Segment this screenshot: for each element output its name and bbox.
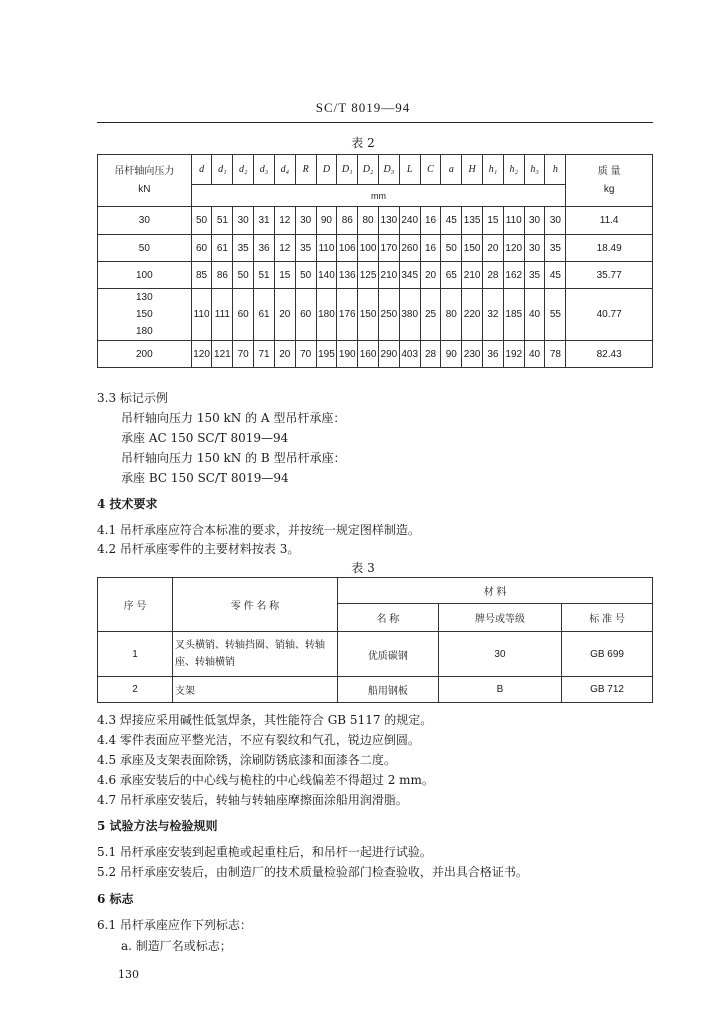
t3-cell-std: GB 699	[562, 632, 653, 677]
page-number: 130	[118, 968, 139, 981]
t2-cell: 40	[524, 341, 545, 368]
t2-cell: 345	[399, 262, 420, 289]
t2-cell: 60	[191, 235, 212, 262]
t2-cell: 86	[337, 207, 358, 235]
t2-cell: 71	[254, 341, 275, 368]
p45: 4.5 承座及支架表面除锈，涂刷防锈底漆和面漆各二度。	[97, 753, 396, 767]
t2-cell: 140	[316, 262, 337, 289]
t2-cell: 121	[212, 341, 233, 368]
t2-head-force	[98, 155, 192, 207]
t2-head-col: R	[295, 155, 316, 185]
t2-cell: 20	[274, 341, 295, 368]
t2-cell: 50	[441, 235, 462, 262]
t2-cell: 90	[316, 207, 337, 235]
t2-force-value: 150	[135, 309, 153, 320]
t2-cell: 50	[295, 262, 316, 289]
t2-cell: 210	[378, 262, 399, 289]
t2-cell-force	[98, 207, 192, 235]
t2-cell: 45	[441, 207, 462, 235]
t2-cell: 110	[316, 235, 337, 262]
t2-force-value: 30	[138, 215, 150, 226]
t2-cell: 100	[358, 235, 379, 262]
t3-head-part: 零 件 名 称	[173, 578, 338, 632]
t3-cell-std: GB 712	[562, 677, 653, 703]
t2-cell: 60	[295, 289, 316, 341]
t2-cell: 30	[545, 207, 566, 235]
t2-cell: 240	[399, 207, 420, 235]
t2-cell: 125	[358, 262, 379, 289]
t3-cell-name: 优质碳钢	[338, 632, 439, 677]
t3-row	[98, 632, 653, 677]
t2-cell: 70	[233, 341, 254, 368]
t2-cell: 78	[545, 341, 566, 368]
t2-cell: 180	[316, 289, 337, 341]
t2-cell: 120	[191, 341, 212, 368]
t2-cell: 32	[483, 289, 504, 341]
t2-head-mass-line: kg	[603, 183, 615, 195]
t2-cell: 120	[503, 235, 524, 262]
t2-cell-force	[98, 289, 192, 341]
t2-cell: 195	[316, 341, 337, 368]
t2-cell: 25	[420, 289, 441, 341]
t2-cell-mass: 35.77	[566, 262, 653, 289]
t2-head-col: L	[399, 155, 420, 185]
t3-cell-name: 船用钢板	[338, 677, 439, 703]
s4-title: 4 技术要求	[97, 497, 158, 511]
t2-force-value: 50	[138, 242, 150, 254]
t2-unit: mm	[191, 185, 566, 207]
t2-cell: 35	[545, 235, 566, 262]
s33-line-3: 吊杆轴向压力 150 kN 的 B 型吊杆承座：	[121, 451, 346, 465]
t2-cell: 65	[441, 262, 462, 289]
t2-cell: 150	[358, 289, 379, 341]
t3-cell-part: 支架	[173, 677, 338, 703]
p51: 5.1 吊杆承座安装到起重桅或起重柱后，和吊杆一起进行试验。	[97, 845, 432, 859]
t2-cell: 28	[420, 341, 441, 368]
t2-cell: 20	[420, 262, 441, 289]
p61: 6.1 吊杆承座应作下列标志：	[97, 918, 252, 932]
t2-cell: 20	[483, 235, 504, 262]
t2-cell: 15	[274, 262, 295, 289]
t2-cell: 35	[233, 235, 254, 262]
t2-head-col: d₁	[212, 155, 233, 185]
t2-head-mass-line: 质 量	[597, 165, 621, 177]
t3-cell-grade: B	[438, 677, 561, 703]
t2-head-col: D₃	[378, 155, 399, 185]
t2-cell: 136	[337, 262, 358, 289]
t2-cell: 290	[378, 341, 399, 368]
t2-cell: 60	[233, 289, 254, 341]
t2-cell: 15	[483, 207, 504, 235]
t2-cell: 86	[212, 262, 233, 289]
t2-cell-mass: 11.4	[566, 207, 653, 235]
t2-cell: 150	[462, 235, 483, 262]
t2-cell: 170	[378, 235, 399, 262]
t2-row	[98, 262, 653, 289]
t2-cell: 45	[545, 262, 566, 289]
table3-caption: 表 3	[351, 561, 375, 575]
t2-cell-mass: 18.49	[566, 235, 653, 262]
t2-cell: 80	[358, 207, 379, 235]
t2-cell: 135	[462, 207, 483, 235]
standard-header: SC/T 8019—94	[315, 100, 411, 115]
table-3	[97, 577, 653, 703]
t2-cell: 130	[378, 207, 399, 235]
header-rule	[97, 122, 653, 123]
t2-cell: 210	[462, 262, 483, 289]
s33-title: 3.3 标记示例	[97, 391, 168, 405]
t2-force-value: 180	[135, 326, 153, 337]
t2-cell: 85	[191, 262, 212, 289]
table-2	[97, 154, 653, 368]
t2-cell: 50	[191, 207, 212, 235]
t2-cell: 50	[233, 262, 254, 289]
t2-force-value: 130	[135, 292, 153, 303]
t2-cell: 110	[191, 289, 212, 341]
p52: 5.2 吊杆承座安装后，由制造厂的技术质量检验部门检查验收，并出具合格证书。	[97, 865, 528, 879]
p41: 4.1 吊杆承座应符合本标准的要求，并按统一规定图样制造。	[97, 523, 420, 537]
t2-cell: 36	[483, 341, 504, 368]
s33-line-1: 吊杆轴向压力 150 kN 的 A 型吊杆承座：	[121, 411, 346, 425]
t2-head-col: h₁	[483, 155, 504, 185]
t2-row	[98, 289, 653, 341]
t2-cell: 55	[545, 289, 566, 341]
t2-cell: 403	[399, 341, 420, 368]
t2-cell: 220	[462, 289, 483, 341]
t2-cell: 36	[254, 235, 275, 262]
t2-cell-force	[98, 235, 192, 262]
t2-head-col: H	[462, 155, 483, 185]
t2-cell: 160	[358, 341, 379, 368]
t2-cell: 176	[337, 289, 358, 341]
p46: 4.6 承座安装后的中心线与桅柱的中心线偏差不得超过 2 mm。	[97, 773, 434, 787]
t2-cell: 106	[337, 235, 358, 262]
t2-cell: 30	[295, 207, 316, 235]
t2-cell: 192	[503, 341, 524, 368]
t2-cell-mass: 40.77	[566, 289, 653, 341]
t2-cell-mass: 82.43	[566, 341, 653, 368]
t2-cell: 35	[295, 235, 316, 262]
t2-cell: 61	[212, 235, 233, 262]
t2-head-col: h₂	[503, 155, 524, 185]
t2-cell-force	[98, 262, 192, 289]
t2-cell: 31	[254, 207, 275, 235]
t2-head-col: a	[441, 155, 462, 185]
t2-head-col: d	[191, 155, 212, 185]
t2-cell: 16	[420, 235, 441, 262]
t2-cell: 16	[420, 207, 441, 235]
t2-cell: 260	[399, 235, 420, 262]
t3-head-std: 标 准 号	[562, 604, 653, 632]
t2-row	[98, 341, 653, 368]
t3-head-grade: 牌号或等级	[438, 604, 561, 632]
t2-head-col: d₃	[254, 155, 275, 185]
t2-cell: 30	[524, 207, 545, 235]
t2-cell: 80	[441, 289, 462, 341]
p42: 4.2 吊杆承座零件的主要材料按表 3。	[97, 542, 300, 556]
t2-cell: 162	[503, 262, 524, 289]
t2-cell: 20	[274, 289, 295, 341]
t2-cell: 111	[212, 289, 233, 341]
s33-line-4: 承座 BC 150 SC/T 8019—94	[121, 471, 289, 485]
t2-cell: 40	[524, 289, 545, 341]
t2-force-value: 100	[135, 269, 153, 281]
t2-force-value: 200	[135, 348, 153, 360]
t2-cell: 110	[503, 207, 524, 235]
t2-cell: 12	[274, 235, 295, 262]
table2-caption: 表 2	[351, 136, 375, 150]
t2-cell: 30	[524, 235, 545, 262]
t2-cell: 90	[441, 341, 462, 368]
t2-head-col: D₂	[358, 155, 379, 185]
t2-cell: 70	[295, 341, 316, 368]
t2-head-col: C	[420, 155, 441, 185]
t3-head-name: 名 称	[338, 604, 439, 632]
t2-head-force-line: 吊杆轴向压力	[114, 165, 175, 177]
t3-cell-no: 2	[98, 677, 173, 703]
p44: 4.4 零件表面应平整光洁，不应有裂纹和气孔，锐边应倒圆。	[97, 733, 420, 747]
t3-row	[98, 677, 653, 703]
t2-cell-force	[98, 341, 192, 368]
t2-cell: 250	[378, 289, 399, 341]
t2-cell: 185	[503, 289, 524, 341]
t2-head-col: D	[316, 155, 337, 185]
t2-head-force-line: kN	[138, 183, 151, 195]
t2-cell: 28	[483, 262, 504, 289]
s33-line-2: 承座 AC 150 SC/T 8019—94	[121, 431, 289, 445]
s6-title: 6 标志	[97, 892, 134, 906]
t2-head-col: h	[545, 155, 566, 185]
t2-cell: 30	[233, 207, 254, 235]
p47: 4.7 吊杆承座安装后，转轴与转轴座摩擦面涂船用润滑脂。	[97, 793, 408, 807]
t2-cell: 12	[274, 207, 295, 235]
t3-cell-grade: 30	[438, 632, 561, 677]
t2-head-col: h₃	[524, 155, 545, 185]
t2-cell: 190	[337, 341, 358, 368]
t2-head-col: D₁	[337, 155, 358, 185]
t2-row	[98, 235, 653, 262]
t2-cell: 380	[399, 289, 420, 341]
t3-head-no: 序 号	[98, 578, 173, 632]
t2-head-col: d₂	[233, 155, 254, 185]
t3-cell-part: 叉头横销、转轴挡圈、销轴、转轴座、转轴横销	[173, 632, 338, 677]
t3-head-material: 材 料	[338, 578, 653, 604]
t2-head-mass	[566, 155, 653, 207]
t2-cell: 51	[254, 262, 275, 289]
t2-cell: 61	[254, 289, 275, 341]
s5-title: 5 试验方法与检验规则	[97, 819, 218, 833]
t2-head-col: d₄	[274, 155, 295, 185]
t2-cell: 35	[524, 262, 545, 289]
t3-cell-no: 1	[98, 632, 173, 677]
t2-row	[98, 207, 653, 235]
t2-cell: 230	[462, 341, 483, 368]
p6a: a. 制造厂名或标志；	[121, 939, 232, 953]
p43: 4.3 焊接应采用碱性低氢焊条，其性能符合 GB 5117 的规定。	[97, 713, 433, 727]
t2-cell: 51	[212, 207, 233, 235]
